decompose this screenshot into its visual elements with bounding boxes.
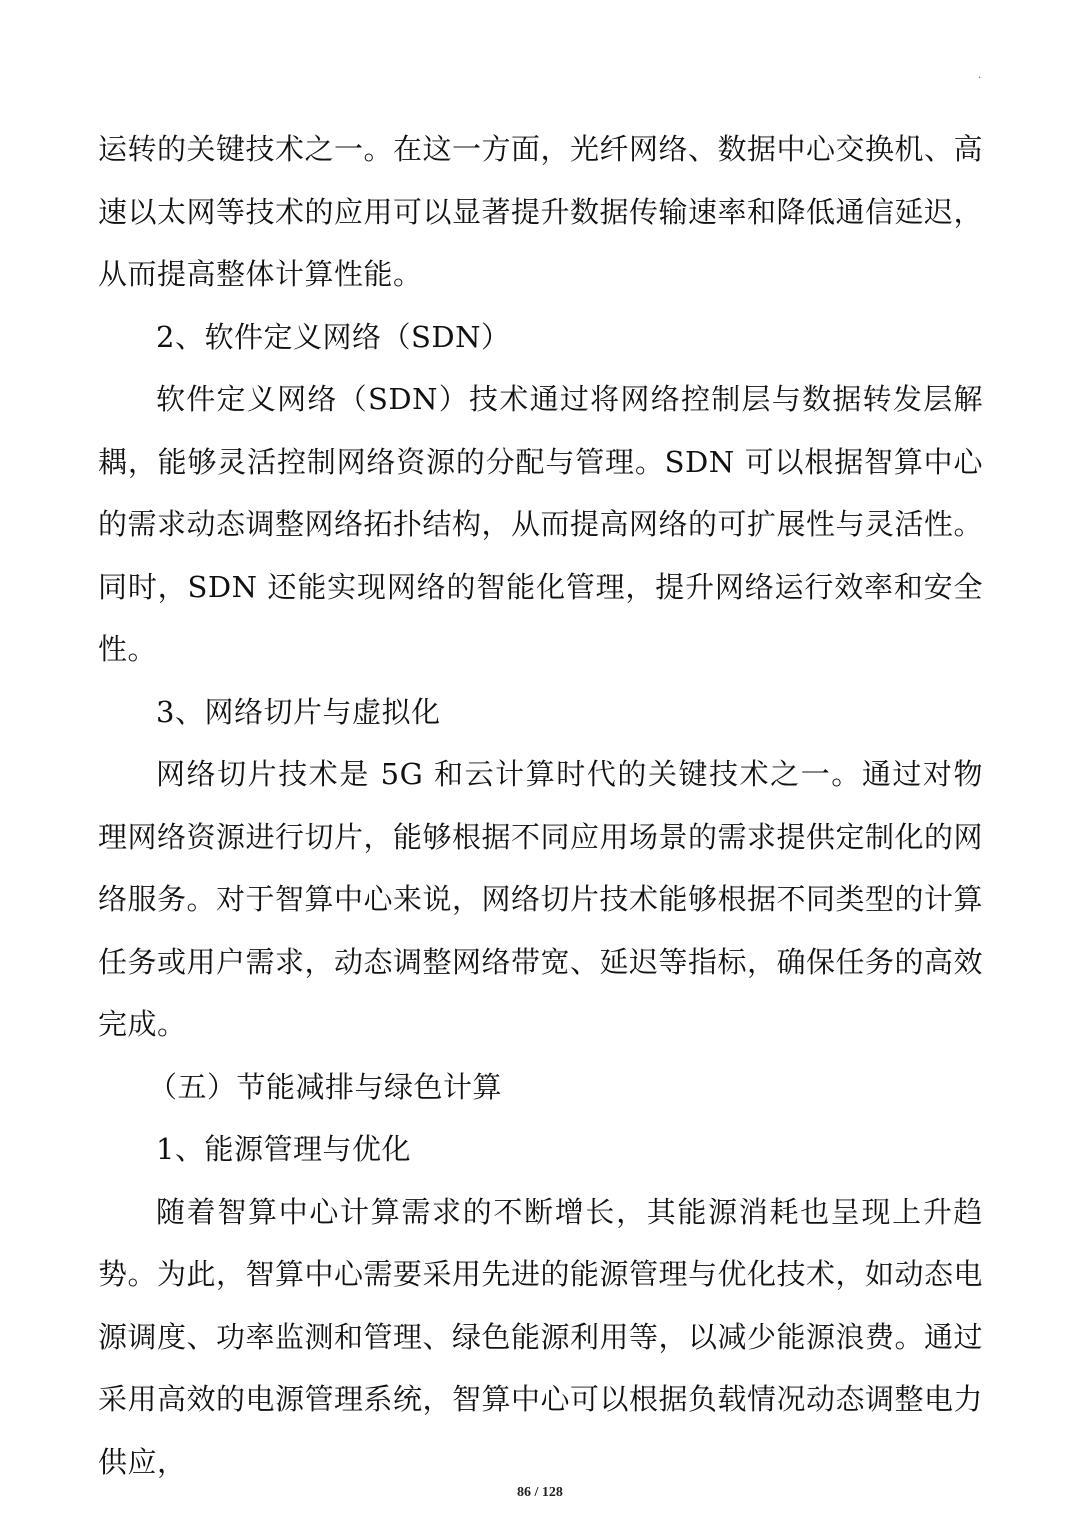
paragraph-energy-management: 随着智算中心计算需求的不断增长，其能源消耗也呈现上升趋势。为此，智算中心需要采用先进的能源管理与优化技术，如动态电源调度、功率监测和管理、绿色能源利用等，以减少能源浪费。通过采用高效的电源管理系统，智算中心可以根据负载情况动态调整电力供应，	[98, 1194, 984, 1479]
paragraph-sdn: 软件定义网络（SDN）技术通过将网络控制层与数据转发层解耦，能够灵活控制网络资源的分配与管理。SDN 可以根据智算中心的需求动态调整网络拓扑结构，从而提高网络的可扩展性与灵活性。同时，SDN 还能实现网络的智能化管理，提升网络运行效率和安全性。	[98, 382, 984, 666]
heading-energy-management: 1、能源管理与优化	[156, 1132, 411, 1166]
section-heading-energy-saving: （五）节能减排与绿色计算	[148, 1069, 503, 1104]
header-mark: ·	[978, 73, 982, 84]
paragraph-network-slicing: 网络切片技术是 5G 和云计算时代的关键技术之一。通过对物理网络资源进行切片，能够根据不同应用场景的需求提供定制化的网络服务。对于智算中心来说，网络切片技术能够根据不同类型的计算任务或用户需求，动态调整网络带宽、延迟等指标，确保任务的高效完成。	[98, 757, 984, 1041]
page-number: 86 / 128	[517, 1485, 563, 1500]
heading-network-slicing: 3、网络切片与虚拟化	[156, 694, 441, 729]
heading-sdn: 2、软件定义网络（SDN）	[156, 319, 511, 354]
document-body	[98, 118, 983, 1493]
paragraph-network-tech: 运转的关键技术之一。在这一方面，光纤网络、数据中心交换机、高速以太网等技术的应用可以显著提升数据传输速率和降低通信延迟，从而提高整体计算性能。	[98, 132, 984, 291]
